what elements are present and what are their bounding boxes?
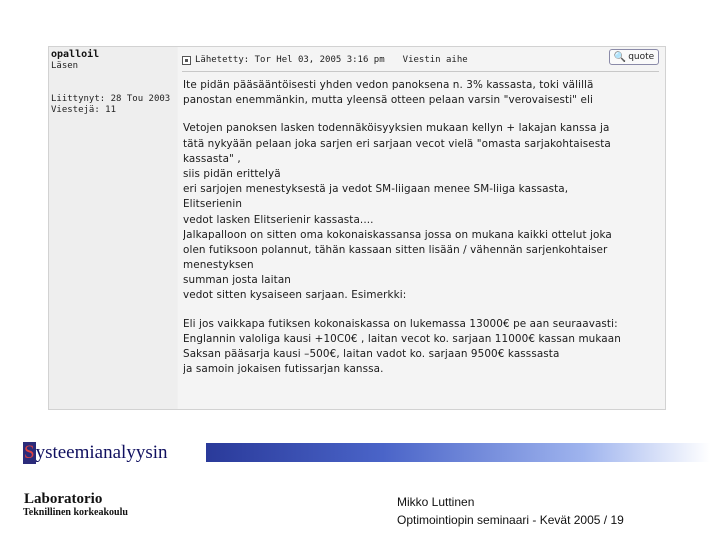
author-name: Mikko Luttinen — [397, 495, 475, 509]
poster-post-count: Viestejä: 11 — [51, 105, 117, 115]
post-body-line: Jalkapalloon on sitten oma kokonaiskassansa jossa on mukana kaikki ottelut joka — [183, 228, 612, 241]
post-paragraph-gap — [183, 304, 661, 317]
lab-title-initial: S — [24, 442, 35, 463]
post-body-line: Elitserienin — [183, 198, 243, 211]
post-body-line: siis pidän erittelyä — [183, 167, 281, 180]
forum-post-screenshot — [48, 46, 666, 410]
poster-username[interactable]: opalloil — [51, 49, 100, 60]
post-body-line: Saksan pääsarja kausi –500€, laitan vadot ko. sarjaan 9500€ kasssasta — [183, 348, 560, 360]
post-divider — [182, 71, 659, 72]
footer-gradient-bar — [206, 443, 710, 462]
post-content-panel — [178, 47, 665, 409]
post-body-line: ja samoin jokaisen futissarjan kanssa. — [183, 363, 384, 376]
post-body-line: summan josta laitan — [183, 274, 291, 287]
poster-joined-date: Liittynyt: 28 Tou 2003 — [51, 94, 171, 104]
post-subject: Viestin aihe — [402, 55, 468, 65]
post-body-line: kassasta" , — [183, 152, 241, 165]
post-timestamp: Lähetetty: Tor Hel 03, 2005 3:16 pm — [195, 55, 385, 65]
post-body-line: olen futiksoon polannut, tähän kassaan sitten lisään / vähennän sarjenkohtaiser — [183, 243, 608, 256]
post-body-line: panostan enemmänkin, mutta yleensä otteen pelaan varsin "verovaisesti" eli — [183, 94, 593, 107]
post-paragraph-gap — [183, 108, 661, 121]
post-body — [183, 78, 661, 377]
post-icon — [182, 56, 191, 65]
post-body-line: Eli jos vaikkapa futiksen kokonaiskassa on lukemassa 13000€ pe aan seuraavasti: — [183, 317, 618, 330]
lab-title-rest: ysteemianalyysin — [35, 442, 168, 463]
post-header — [182, 53, 605, 67]
lab-subtitle: Laboratorio — [24, 491, 103, 507]
post-body-line: vedot lasken Elitserienir kassasta.... — [183, 213, 374, 226]
seminar-title: Optimointiopin seminaari - Kevät 2005 / 19 — [397, 513, 624, 527]
post-body-line: eri sarjojen menestyksestä ja vedot SM-liigaan menee SM-liiga kassasta, — [183, 183, 569, 196]
poster-rank: Läsen — [51, 61, 79, 71]
lab-title — [23, 442, 168, 464]
post-body-line: Vetojen panoksen lasken todennäköisyyksien mukaan kellyn + lakajan kanssa ja — [183, 122, 610, 135]
poster-info-panel — [49, 47, 177, 409]
post-body-line: menestyksen — [183, 259, 254, 272]
post-body-line: Englannin valoliga kausi +10C0€ , laitan vecot ko. sarjaan 11000€ kassan mukaan — [183, 332, 621, 345]
post-body-line: tätä nykyään pelaan joka sarjen eri sarjaan vecot vielä "omasta sarjakohtaisesta — [183, 137, 611, 150]
quote-bubble-icon: 🔍 — [613, 51, 627, 63]
quote-button-label: quote — [628, 52, 655, 62]
quote-button[interactable] — [609, 49, 659, 65]
post-body-line: vedot sitten kysaiseen sarjaan. Esimerkki: — [183, 289, 407, 302]
post-body-line: Ite pidän pääsääntöisesti yhden vedon panoksena n. 3% kassasta, toki välillä — [183, 79, 594, 91]
university-name: Teknillinen korkeakoulu — [23, 507, 128, 518]
